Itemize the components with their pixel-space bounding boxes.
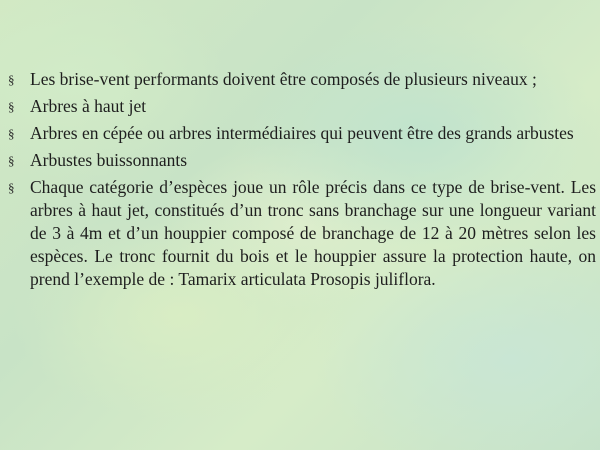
bullet-item xyxy=(8,122,596,145)
bullet-text-arbres-cepee: Arbres en cépée ou arbres intermédiaires qui peuvent être des grands arbustes xyxy=(30,123,574,143)
bullet-text-arbres-haut-jet: Arbres à haut jet xyxy=(30,96,147,116)
bullet-marker-icon: § xyxy=(8,99,15,114)
bullet-item xyxy=(8,95,596,118)
bullet-item xyxy=(8,149,596,172)
bullet-marker-icon: § xyxy=(8,180,15,195)
bullet-text-brise-vent-niveaux: Les brise-vent performants doivent être composés de plusieurs niveaux ; xyxy=(30,69,537,89)
bullet-item xyxy=(8,68,596,91)
bullet-marker-icon: § xyxy=(8,72,15,87)
bullet-marker-icon: § xyxy=(8,126,15,141)
bullet-item xyxy=(8,176,596,291)
bullet-marker-icon: § xyxy=(8,153,15,168)
bullet-text-categorie-especes: Chaque catégorie d’espèces joue un rôle précis dans ce type de brise-vent. Les arbres à haut jet, constitués d’un tronc sans branchage sur une longueur variant de 3 à 4m et d’un houppier composé de branchage de 12 à 20 mètres selon les espèces. Le tronc fournit du bois et le houppier assure la protection haute, on prend l’exemple de : Tamarix articulata Prosopis juliflora. xyxy=(30,177,596,289)
bullet-list xyxy=(8,68,596,295)
bullet-text-arbustes: Arbustes buissonnants xyxy=(30,150,188,170)
